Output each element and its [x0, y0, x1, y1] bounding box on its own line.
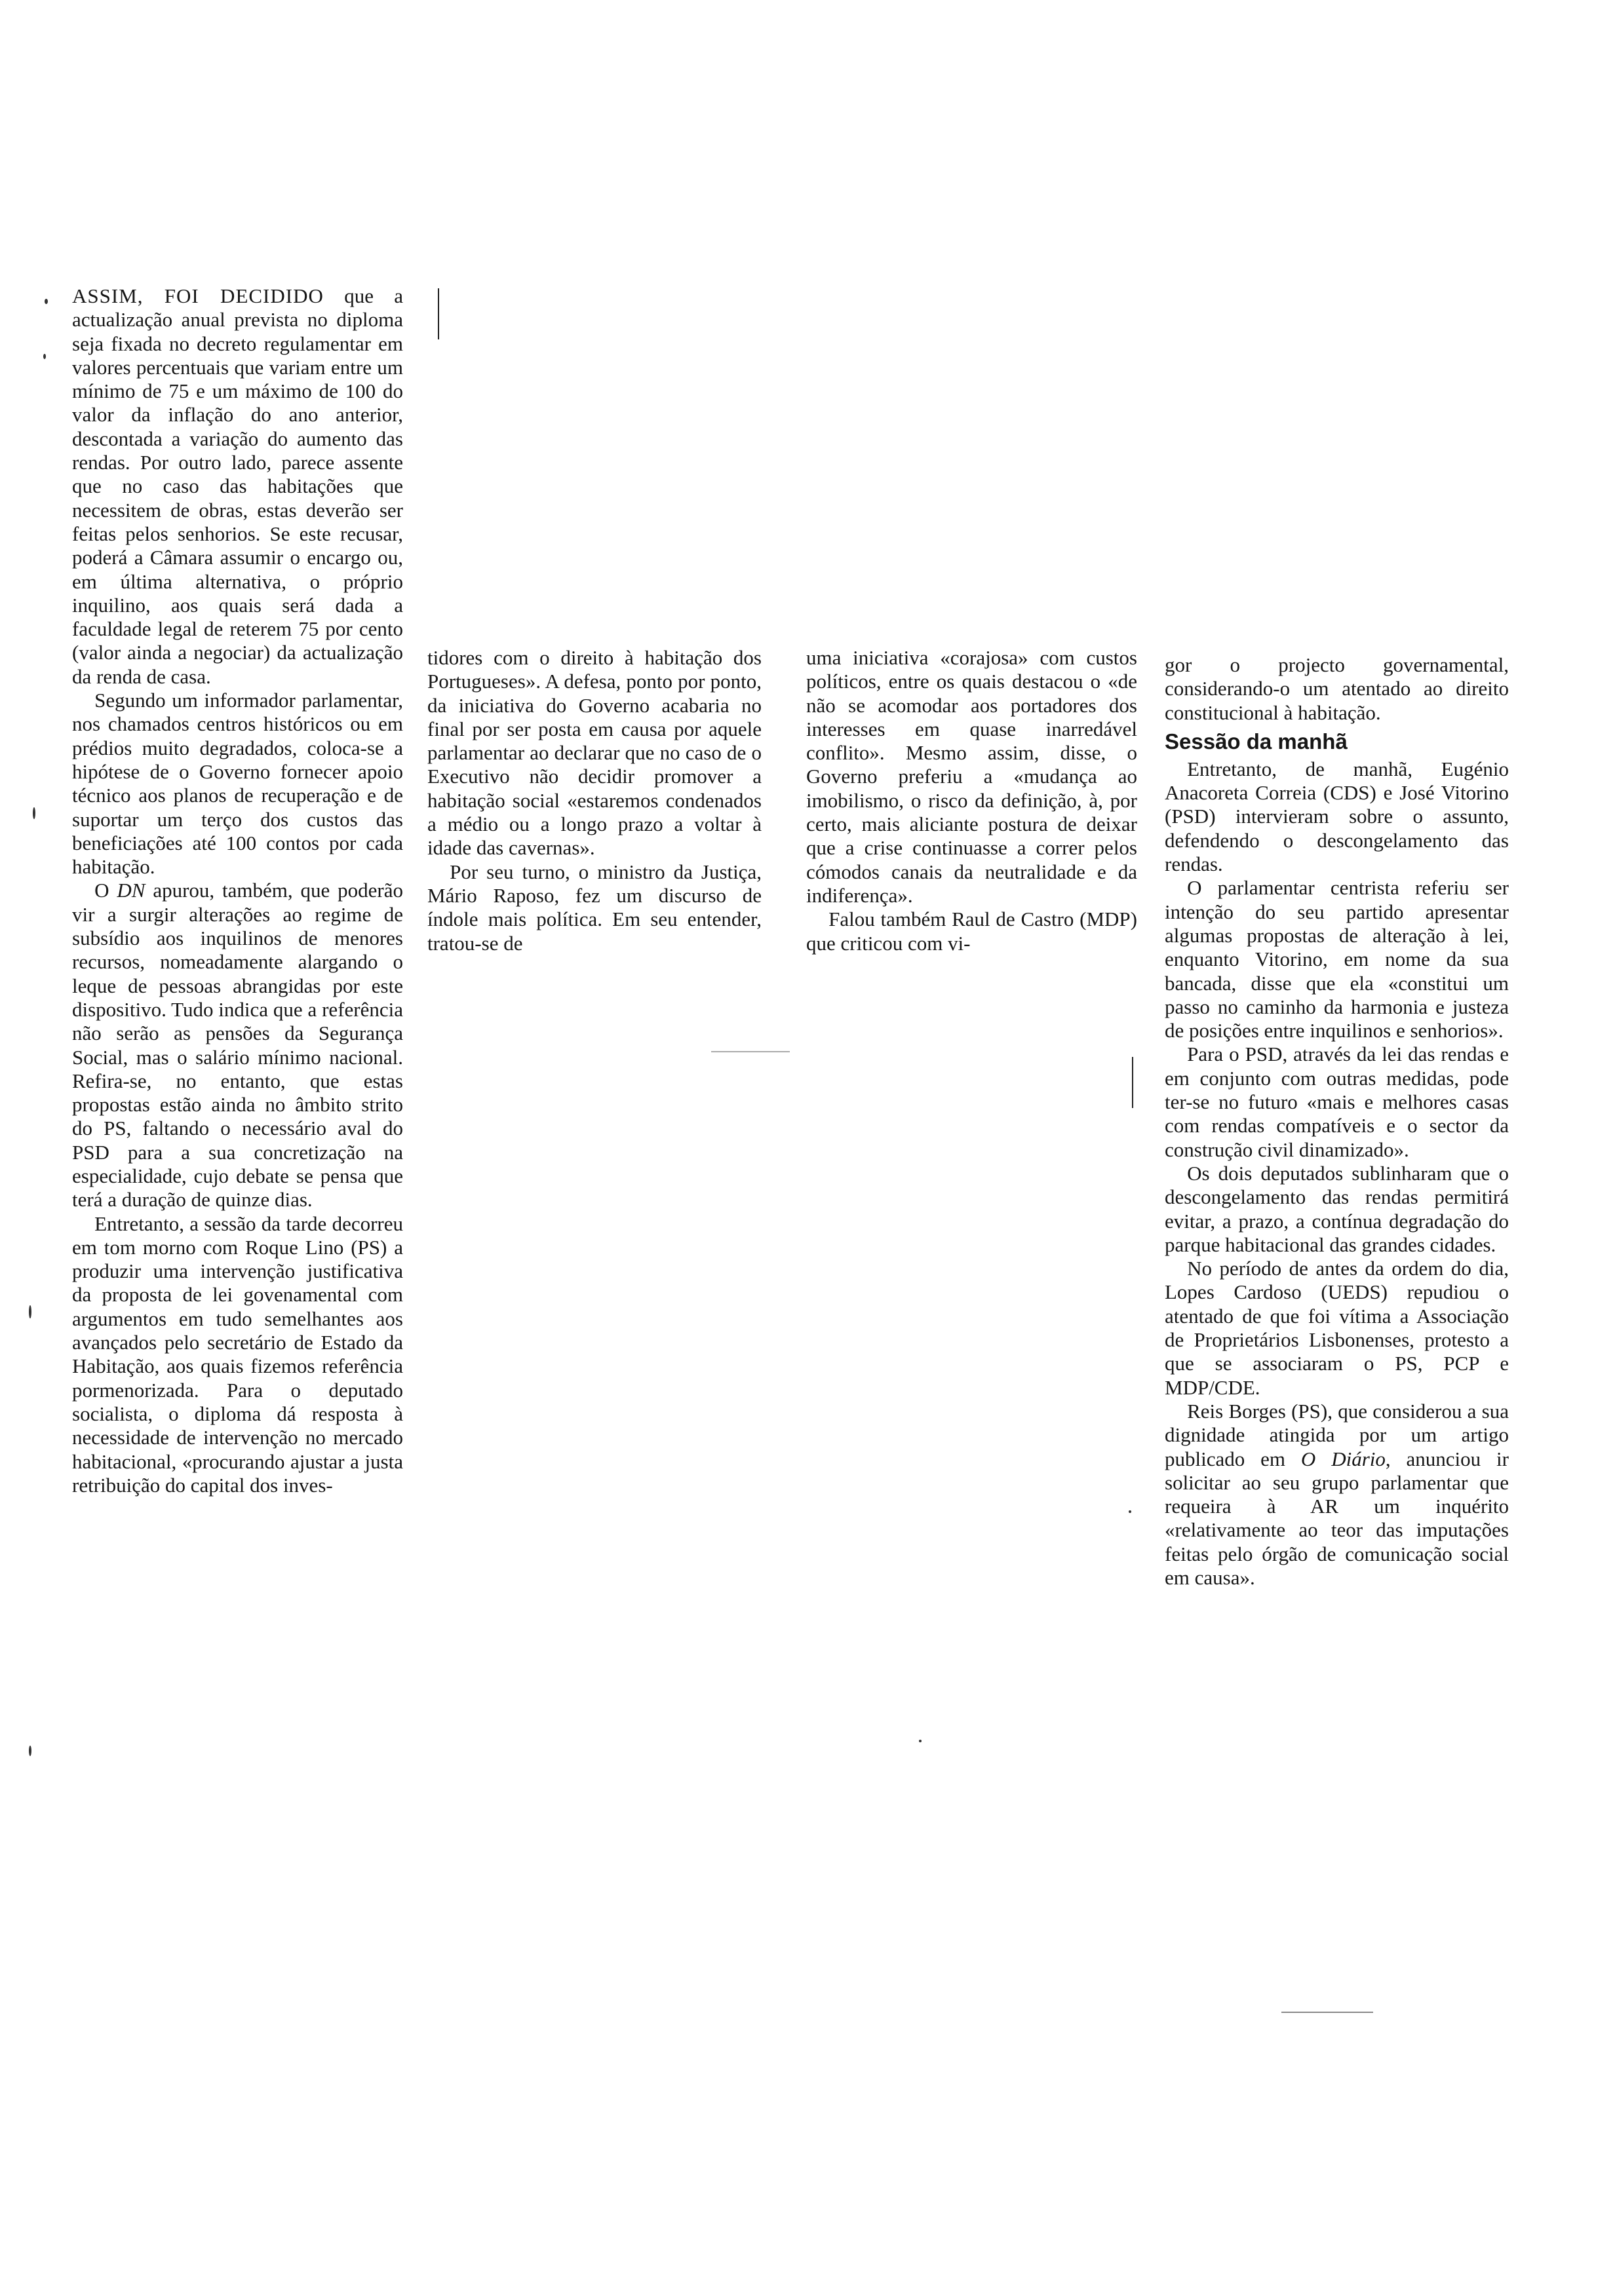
paragraph: Os dois deputados sublinharam que o descongelamento das rendas permitirá evitar, a prazo, a contínua degradação do parque habitacional das grandes cidades. [1165, 1161, 1509, 1256]
paragraph: No período de antes da ordem do dia, Lopes Cardoso (UEDS) repudiou o atentado de que foi vítima a Associação de Proprietários Lisbonenses, protesto a que se associaram o PS, PCP e MDP/CDE. [1165, 1257, 1509, 1399]
scan-speck [43, 354, 46, 359]
paragraph-text: , anunciou ir solicitar ao seu grupo parlamentar que requeira à AR um inquérito «relativamente ao teor das imputações feitas pelo órgão de comunicação social em causa». [1165, 1447, 1509, 1589]
paragraph: Falou também Raul de Castro (MDP) que criticou com vi- [806, 908, 1137, 955]
paragraph: Segundo um informador parlamentar, nos chamados centros históricos ou em prédios muito degradados, coloca-se a hipótese de o Governo fornecer apoio técnico aos planos de recuperação e de suportar um terço dos custos das beneficiações até 100 contos por cada habitação. [72, 689, 403, 879]
paragraph: O parlamentar centrista referiu ser intenção do seu partido apresentar algumas propostas de alteração à lei, enquanto Vitorino, em nome da sua bancada, disse que ela «constitui um passo no caminho da harmonia e justeza de posições entre inquilinos e senhorios». [1165, 876, 1509, 1043]
paragraph: Para o PSD, através da lei das rendas e em conjunto com outras medidas, pode ter-se no futuro «mais e melhores casas com rendas compatíveis e o sector da construção civil dinamizado». [1165, 1043, 1509, 1161]
paragraph [72, 879, 403, 1212]
scan-speck [29, 1305, 31, 1318]
paragraph-text: O [94, 879, 109, 902]
column-rule [438, 288, 439, 339]
lead-in: ASSIM, FOI DECIDIDO [72, 284, 324, 307]
paragraph: gor o projecto governamental, considerando-o um atentado ao direito constitucional à habitação. [1165, 653, 1509, 724]
paragraph-text: apurou, também, que poderão vir a surgir alterações ao regime de subsídio aos inquilinos de menores recursos, nomeadamente alargando o leque de pessoas abrangidas por este dispositivo. Tudo indica que a referência não serão as pensões da Segurança Social, mas o salário mínimo nacional. Refira-se, no entanto, que estas propostas estão ainda no âmbito strito do PS, faltando o necessário aval do PSD para a sua concretização na especialidade, cujo debate se pensa que terá a duração de quinze dias. [72, 879, 404, 1212]
paragraph: uma iniciativa «corajosa» com custos políticos, entre os quais destacou o «de não se acomodar aos portadores dos interesses em quase inarredável conflito». Mesmo assim, disse, o Governo preferiu a «mudança ao imobilismo, o risco da definição, à, por certo, mais aliciante postura de deixar que a crise continuasse a correr pelos cómodos canais da neutralidade e da indiferença». [806, 646, 1137, 907]
publication-name: DN [117, 879, 146, 902]
column-2 [427, 646, 762, 955]
column-rule [1132, 1057, 1133, 1108]
paragraph: Entretanto, a sessão da tarde decorreu em tom morno com Roque Lino (PS) a produzir uma intervenção justificativa da proposta de lei govenamental com argumentos em tudo semelhantes aos avançados pelo secretário de Estado da Habitação, aos quais fizemos referência pormenorizada. Para o deputado socialista, o diploma dá resposta à necessidade de intervenção no mercado habitacional, «procurando ajustar a justa retribuição do capital dos inves- [72, 1212, 403, 1497]
scan-speck [29, 1746, 31, 1756]
paragraph [1165, 1400, 1509, 1590]
column-4 [1165, 653, 1509, 1590]
scan-speck [33, 807, 35, 819]
column-1 [72, 284, 403, 1497]
paragraph-text: que a actualização anual prevista no diploma seja fixada no decreto regulamentar em valores percentuais que variam entre um mínimo de 75 e um máximo de 100 do valor da inflação do ano anterior, descontada a variação do aumento das rendas. Por outro lado, parece assente que no caso das habitações que necessitem de obras, estas deverão ser feitas pelos senhorios. Se este recusar, poderá a Câmara assumir o encargo ou, em última alternativa, o próprio inquilino, aos quais será dada a faculdade legal de reterem 75 por cento (valor ainda a negociar) da actualização da renda de casa. [72, 284, 404, 688]
scan-speck [919, 1740, 922, 1742]
column-3 [806, 646, 1137, 955]
bottom-rule [1281, 2012, 1373, 2013]
paragraph-text: Reis Borges (PS), que considerou a sua dignidade atingida por um artigo publicado em [1165, 1399, 1509, 1470]
scan-speck [1129, 1510, 1131, 1513]
paragraph: Por seu turno, o ministro da Justiça, Mário Raposo, fez um discurso de índole mais política. Em seu entender, tratou-se de [427, 860, 762, 955]
bottom-rule [711, 1051, 790, 1052]
publication-name: O Diário [1300, 1447, 1386, 1470]
section-subheading: Sessão da manhã [1165, 729, 1348, 754]
scan-speck [45, 299, 48, 304]
paragraph: Entretanto, de manhã, Eugénio Anacoreta Correia (CDS) e José Vitorino (PSD) intervieram sobre o assunto, defendendo o descongelamento das rendas. [1165, 757, 1509, 876]
paragraph: tidores com o direito à habitação dos Portugueses». A defesa, ponto por ponto, da iniciativa do Governo acabaria no final por ser posta em causa por aquele parlamentar ao declarar que no caso de o Executivo não decidir promover a habitação social «estaremos condenados a médio ou a longo prazo a voltar à idade das cavernas». [427, 646, 762, 860]
paragraph [72, 284, 403, 689]
